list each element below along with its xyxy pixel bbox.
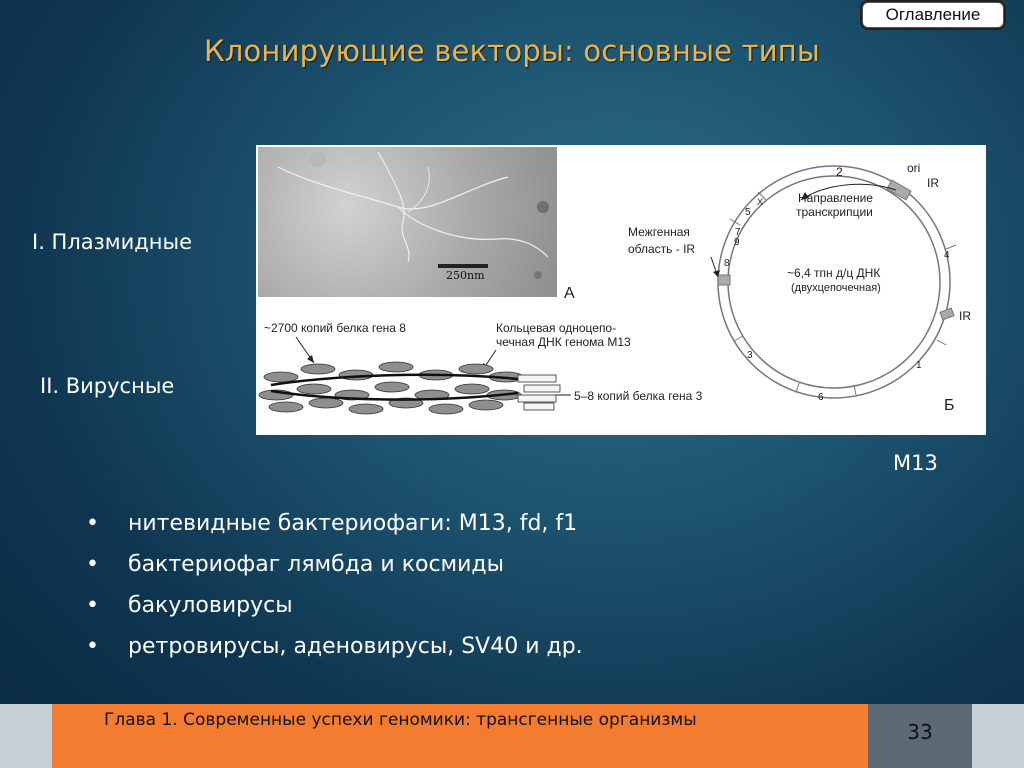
list-item-text: нитевидные бактериофаги: M13, fd, f1 bbox=[128, 511, 578, 536]
bullet-icon: • bbox=[86, 552, 99, 577]
footer-chapter-title: Глава 1. Современные успехи геномики: трансгенные организмы bbox=[104, 710, 697, 730]
scale-bar-label: 250nm bbox=[446, 269, 485, 282]
gene-number-7: 7 bbox=[735, 227, 741, 238]
ir-right-label: IR bbox=[959, 309, 971, 323]
transcription-label-2: транскрипции bbox=[796, 205, 873, 219]
panel-b-label: Б bbox=[944, 397, 955, 414]
bullet-icon: • bbox=[86, 511, 99, 536]
intergenic-label-1: Межгенная bbox=[628, 225, 690, 239]
page-number: 33 bbox=[907, 720, 933, 744]
protein3-label: 5–8 копий белка гена 3 bbox=[574, 389, 703, 403]
page-number-box bbox=[868, 704, 972, 768]
footer-left-block bbox=[0, 704, 52, 768]
gene-number-2: 2 bbox=[836, 165, 843, 179]
list-item bbox=[86, 588, 583, 629]
panel-a-label: А bbox=[564, 285, 575, 302]
bullet-icon: • bbox=[86, 634, 99, 659]
list-item bbox=[86, 547, 583, 588]
gene-number-1: 1 bbox=[916, 360, 922, 371]
transcription-label-1: Направление bbox=[798, 191, 873, 205]
gene-number-x: X bbox=[757, 197, 764, 207]
gene-number-6: 6 bbox=[818, 392, 824, 403]
bullet-icon: • bbox=[86, 593, 99, 618]
vector-list bbox=[86, 506, 583, 670]
genome-size-label-1: ~6,4 тпн д/ц ДНК bbox=[787, 266, 881, 280]
m13-figure bbox=[256, 145, 986, 435]
intergenic-label-2: область - IR bbox=[628, 242, 696, 256]
m13-label: M13 bbox=[893, 451, 938, 475]
viral-label: II. Вирусные bbox=[40, 374, 175, 398]
footer-right-block bbox=[972, 704, 1024, 768]
gene-number-9: 9 bbox=[734, 237, 740, 248]
slide-title: Клонирующие векторы: основные типы bbox=[203, 34, 821, 68]
list-item-text: ретровирусы, аденовирусы, SV40 и др. bbox=[128, 634, 583, 659]
list-item bbox=[86, 629, 583, 670]
plasmid-label: I. Плазмидные bbox=[32, 230, 193, 254]
protein8-label: ~2700 копий белка гена 8 bbox=[264, 321, 406, 335]
ir-top-label: IR bbox=[927, 176, 939, 190]
gene-number-5: 5 bbox=[745, 207, 751, 218]
genome-size-label-2: (двухцепочечная) bbox=[791, 282, 881, 294]
ori-label: ori bbox=[907, 161, 921, 175]
ssdna-label-1: Кольцевая одноцепо- bbox=[496, 321, 617, 335]
list-item-text: бакуловирусы bbox=[128, 593, 293, 618]
list-item-text: бактериофаг лямбда и космиды bbox=[128, 552, 505, 577]
toc-button[interactable]: Оглавление bbox=[862, 2, 1004, 28]
gene-number-4: 4 bbox=[944, 250, 950, 261]
ssdna-label-2: чечная ДНК генома M13 bbox=[496, 335, 631, 349]
list-item bbox=[86, 506, 583, 547]
gene-number-3: 3 bbox=[747, 350, 753, 361]
gene-number-8: 8 bbox=[724, 258, 730, 269]
